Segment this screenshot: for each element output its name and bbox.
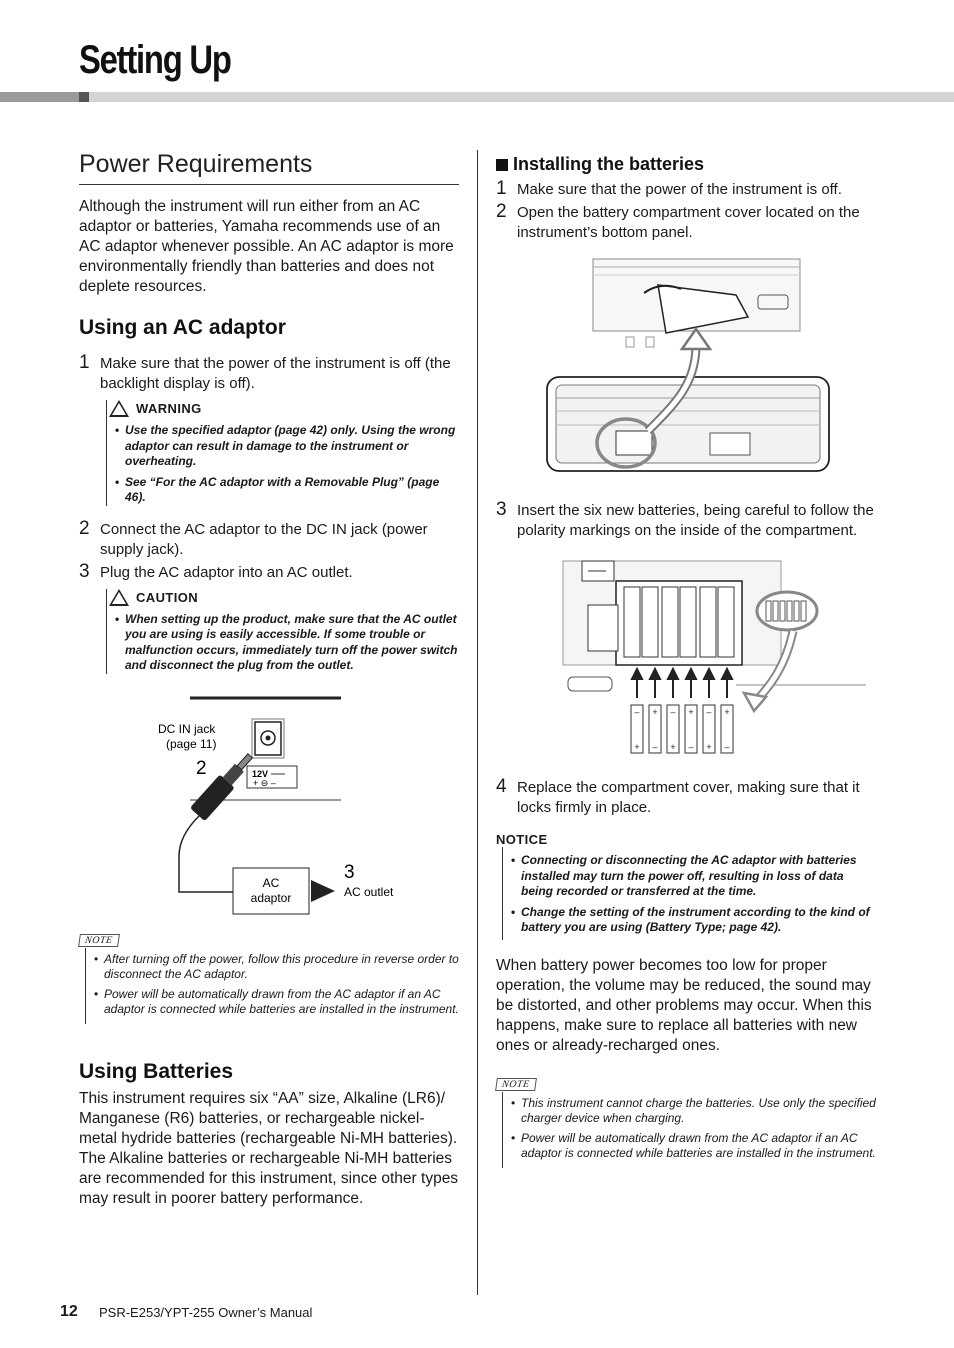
power-requirements-heading: Power Requirements: [79, 150, 459, 185]
note-item: • Power will be automatically drawn from the AC adaptor if an AC adaptor is connected while batteries are installed in the instrument.: [94, 986, 459, 1016]
notice-item: • Change the setting of the instrument according to the kind of battery you are using (Battery Type; page 42).: [511, 904, 870, 934]
ac-step-1: [79, 354, 459, 394]
step-text: Plug the AC adaptor into an AC outlet.: [100, 563, 353, 581]
polarity-plus: +: [634, 742, 640, 752]
batteries-text: This instrument requires six “AA” size, Alkaline (LR6)/ Manganese (R6) batteries, or rechargeable nickel-metal hydride batteries (rechargeable Ni-MH batteries). The Alkaline batteries or rechargeable Ni-MH batteries are recommended for this instrument, since other types may result in poorer battery performance.: [79, 1089, 459, 1207]
adaptor-label: adaptor: [250, 890, 292, 905]
arrow-down-icon: [744, 693, 766, 711]
caution-header: [109, 589, 459, 606]
polarity-minus: –: [688, 742, 694, 752]
step-text: Open the battery compartment cover located on the instrument’s bottom panel.: [517, 204, 860, 241]
dc-in-label: DC IN jack: [158, 721, 216, 736]
warning-item: • Use the specified adaptor (page 42) only. Using the wrong adaptor can result in damage to the instrument or overheating.: [115, 423, 456, 468]
voltage-label: 12V: [252, 768, 269, 779]
install-step-3: [496, 501, 876, 541]
ac-note-section: [79, 930, 459, 1024]
note-item: • This instrument cannot charge the batteries. Use only the specified charger device when charging.: [511, 1095, 876, 1125]
polarity-minus: –: [652, 742, 658, 752]
ac-step-2: [79, 517, 459, 560]
caution-icon: [109, 589, 129, 606]
right-column: [496, 150, 876, 1168]
warning-item: • See “For the AC adaptor with a Removable Plug” (page 46).: [115, 474, 440, 504]
step-text: Connect the AC adaptor to the DC IN jack (power supply jack).: [100, 520, 428, 558]
square-bullet-icon: [496, 159, 508, 171]
arrow-up-icon: [682, 329, 710, 349]
footer-manual-title: PSR-E253/YPT-255 Owner’s Manual: [99, 1305, 313, 1320]
dc-in-page: (page 11): [166, 736, 217, 751]
step-text: Make sure that the power of the instrument is off.: [517, 181, 842, 198]
step-number: 1: [79, 352, 90, 373]
warning-box: [106, 400, 459, 506]
insert-arrows: [632, 669, 732, 698]
outlet-label: AC outlet: [344, 884, 394, 899]
step-number: 3: [79, 560, 90, 582]
notice-label: NOTICE: [496, 832, 548, 847]
diagram-step-2: 2: [196, 757, 207, 779]
column-divider: [477, 150, 478, 1295]
polarity-minus: –: [634, 707, 640, 717]
power-intro: Although the instrument will run either from an AC adaptor or batteries, Yamaha recommends use of an AC adaptor whenever possible. An AC adaptor is more environmentally friendly than batteries and does not deplete resources.: [79, 198, 454, 295]
note-item: • Power will be automatically drawn from the AC adaptor if an AC adaptor is connected while batteries are installed in the instrument.: [511, 1130, 876, 1160]
polarity-plus: +: [706, 742, 712, 752]
step-number: 3: [496, 499, 507, 520]
ac-adaptor-diagram: [79, 696, 459, 926]
step-text: Insert the six new batteries, being careful to follow the polarity markings on the inside of the compartment.: [517, 502, 874, 539]
install-heading: [496, 154, 876, 175]
note-icon: NOTE: [495, 1078, 536, 1091]
note-box: [502, 1092, 876, 1168]
install-step-2: [496, 203, 876, 243]
warning-icon: [109, 400, 129, 417]
bottom-panel-diagram: [496, 253, 876, 483]
step-text: Make sure that the power of the instrument is off (the backlight display is off).: [100, 355, 451, 392]
polarity-plus: +: [688, 707, 694, 717]
polarity-plus: +: [670, 742, 676, 752]
ac-adaptor-heading: Using an AC adaptor: [79, 316, 286, 339]
low-power-text: When battery power becomes too low for proper operation, the volume may be reduced, the sound may be distorted, and other problems may occur. When this happens, make sure to replace all batteries with new ones or already-recharged ones.: [496, 956, 872, 1054]
polarity-minus: –: [724, 742, 730, 752]
step-number: 1: [496, 178, 507, 199]
polarity-symbol: + ⊖ –: [253, 777, 276, 788]
caution-item: • When setting up the product, make sure that the AC outlet you are using is easily accessible. If some trouble or malfunction occurs, immediately turn off the power switch and disconnect the plug from the outlet.: [115, 611, 458, 672]
battery-icons: [631, 705, 733, 753]
page-number: 12: [60, 1303, 78, 1320]
install-note-section: [496, 1074, 876, 1168]
step-number: 2: [79, 517, 90, 539]
polarity-plus: +: [652, 707, 658, 717]
battery-insert-diagram: [496, 555, 876, 763]
install-step-1: [496, 180, 876, 200]
notice-item: • Connecting or disconnecting the AC adaptor with batteries installed may turn the power off, resulting in loss of data being recorded or transferred at the time.: [511, 853, 857, 898]
warning-header: [109, 400, 459, 417]
adaptor-label: AC: [262, 875, 280, 890]
note-box: [85, 948, 459, 1024]
note-icon: NOTE: [78, 934, 119, 947]
title-bar-marker: [79, 92, 89, 102]
polarity-plus: +: [724, 707, 730, 717]
outlet-arrow-icon: [311, 880, 335, 902]
install-step-4: [496, 778, 876, 818]
caution-label: CAUTION: [136, 589, 199, 605]
page-title: Setting Up: [79, 38, 231, 82]
note-item: • After turning off the power, follow this procedure in reverse order to disconnect the AC adaptor.: [94, 951, 459, 981]
ac-step-3: [79, 560, 459, 583]
power-cable: [179, 816, 233, 892]
install-title: Installing the batteries: [513, 154, 705, 174]
warning-label: WARNING: [136, 401, 202, 416]
title-bar: [0, 92, 954, 102]
diagram-step-3: 3: [344, 861, 355, 883]
polarity-minus: –: [670, 707, 676, 717]
polarity-minus: –: [706, 707, 712, 717]
notice-box: [502, 847, 876, 940]
left-column: [79, 150, 459, 1209]
step-number: 4: [496, 776, 507, 797]
caution-box: [106, 589, 459, 674]
batteries-heading: Using Batteries: [79, 1059, 234, 1083]
step-number: 2: [496, 201, 507, 222]
step-text: Replace the compartment cover, making sure that it locks firmly in place.: [517, 779, 860, 816]
title-bar-accent: [0, 92, 79, 102]
notice-section: [496, 832, 876, 940]
